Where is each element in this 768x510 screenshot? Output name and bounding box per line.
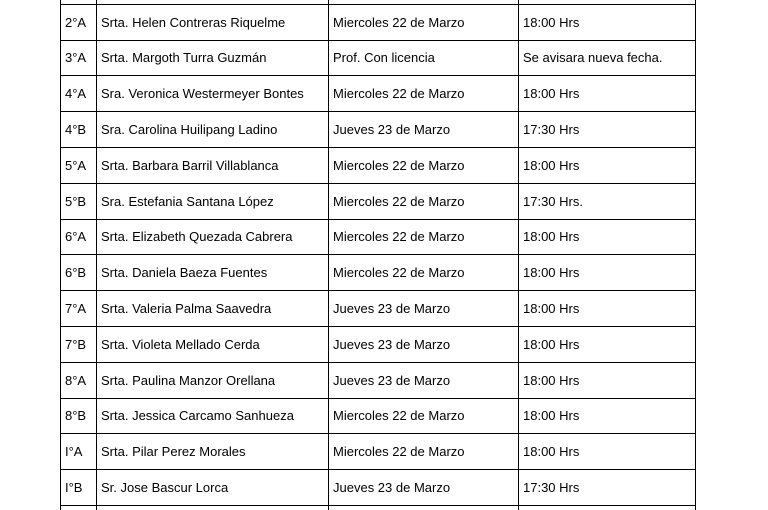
teacher-cell: Srta. Jessica Carcamo Sanhueza [97,398,329,434]
course-cell: 8°A [61,362,97,398]
teacher-cell [97,505,329,510]
time-cell: 18:00 Hrs [519,4,696,40]
teacher-cell: Srta. Pilar Perez Morales [97,434,329,470]
course-cell: 2°A [61,4,97,40]
time-cell: 18:00 Hrs [519,291,696,327]
date-cell: Jueves 23 de Marzo [329,362,519,398]
time-cell: 17:30 Hrs [519,470,696,506]
course-cell: 3°A [61,40,97,76]
date-cell: Prof. Con licencia [329,40,519,76]
table-row [61,219,696,255]
meeting-schedule-table [60,0,696,510]
date-cell: Jueves 23 de Marzo [329,112,519,148]
teacher-cell: Srta. Helen Contreras Riquelme [97,4,329,40]
table-row [61,40,696,76]
table-row [61,76,696,112]
course-cell: 8°B [61,398,97,434]
time-cell: 18:00 Hrs [519,398,696,434]
course-cell: 4°A [61,76,97,112]
table-row [61,4,696,40]
date-cell: Miercoles 22 de Marzo [329,147,519,183]
date-cell: Miercoles 22 de Marzo [329,434,519,470]
table-row [61,326,696,362]
date-cell: Miercoles 22 de Marzo [329,255,519,291]
time-cell: 18:00 Hrs [519,434,696,470]
teacher-cell: Srta. Valeria Palma Saavedra [97,291,329,327]
date-cell: Miercoles 22 de Marzo [329,183,519,219]
table-row [61,362,696,398]
teacher-cell: Sra. Carolina Huilipang Ladino [97,112,329,148]
table-row [61,434,696,470]
course-cell: 4°B [61,112,97,148]
teacher-cell: Sr. Jose Bascur Lorca [97,470,329,506]
table-row [61,183,696,219]
course-cell [61,505,97,510]
time-cell: 18:00 Hrs [519,255,696,291]
date-cell: Jueves 23 de Marzo [329,326,519,362]
date-cell: Miercoles 22 de Marzo [329,76,519,112]
table-row [61,112,696,148]
time-cell: 17:30 Hrs. [519,183,696,219]
time-cell: 17:30 Hrs [519,112,696,148]
course-cell: I°A [61,434,97,470]
teacher-cell: Sra. Estefania Santana López [97,183,329,219]
table-row [61,291,696,327]
date-cell: Miercoles 22 de Marzo [329,398,519,434]
course-cell: 7°B [61,326,97,362]
teacher-cell: Srta. Elizabeth Quezada Cabrera [97,219,329,255]
table-row [61,255,696,291]
teacher-cell: Srta. Barbara Barril Villablanca [97,147,329,183]
course-cell: I°B [61,470,97,506]
teacher-cell: Srta. Margoth Turra Guzmán [97,40,329,76]
time-cell: 18:00 Hrs [519,326,696,362]
table-row [61,505,696,510]
course-cell: 6°B [61,255,97,291]
time-cell: 18:00 Hrs [519,219,696,255]
date-cell [329,505,519,510]
date-cell: Miercoles 22 de Marzo [329,219,519,255]
time-cell: 18:00 Hrs [519,147,696,183]
time-cell: Se avisara nueva fecha. [519,40,696,76]
date-cell: Jueves 23 de Marzo [329,291,519,327]
course-cell: 5°B [61,183,97,219]
teacher-cell: Srta. Violeta Mellado Cerda [97,326,329,362]
course-cell: 6°A [61,219,97,255]
course-cell: 5°A [61,147,97,183]
date-cell: Jueves 23 de Marzo [329,470,519,506]
schedule-body [61,0,696,510]
teacher-cell: Sra. Veronica Westermeyer Bontes [97,76,329,112]
course-cell: 7°A [61,291,97,327]
table-row [61,147,696,183]
time-cell: 18:00 Hrs [519,76,696,112]
time-cell [519,505,696,510]
time-cell: 18:00 Hrs [519,362,696,398]
table-row [61,398,696,434]
teacher-cell: Srta. Daniela Baeza Fuentes [97,255,329,291]
teacher-cell: Srta. Paulina Manzor Orellana [97,362,329,398]
date-cell: Miercoles 22 de Marzo [329,4,519,40]
table-row [61,470,696,506]
